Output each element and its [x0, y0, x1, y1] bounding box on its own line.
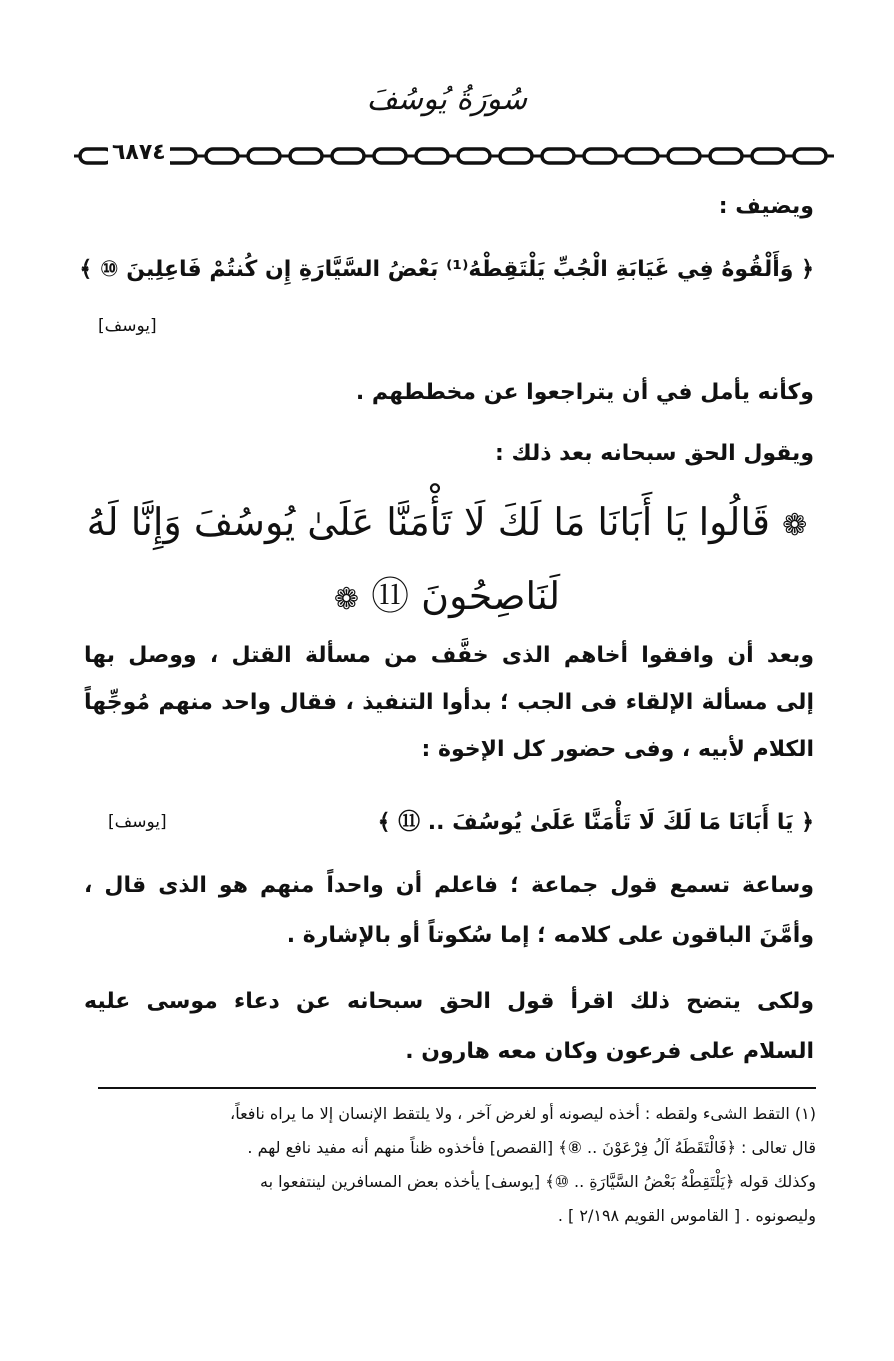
ornamental-border — [74, 146, 834, 166]
verse-open-ornament-icon: ❁ — [782, 508, 808, 543]
main-verse-line-1 — [60, 500, 834, 544]
verse-close-ornament-icon: ❁ — [333, 582, 359, 617]
border-link — [416, 149, 448, 163]
main-verse-text-2: لَنَاصِحُونَ ⑪ — [371, 574, 561, 618]
paragraph-5-line-2: السلام على فرعون وكان معه هارون . — [405, 1039, 814, 1064]
paragraph-1: وكأنه يأمل في أن يتراجعوا عن مخططهم . — [355, 380, 814, 405]
border-link — [626, 149, 658, 163]
footnote-line-1: (١) التقط الشىء ولقطه : أخذه ليصونه أو لغرض آخر ، ولا يلتقط الإنسان إلا ما يراه نافعاً، — [230, 1104, 816, 1123]
verse-yusuf-10: ﴿ وَأَلْقُوهُ فِي غَيَابَةِ الْجُبِّ يَلْتَقِطْهُ⁽¹⁾ بَعْضُ السَّيَّارَةِ إِن كُنتُمْ فَاعِلِينَ ⑩ ﴾ — [79, 257, 814, 282]
footnote-line-3: وكذلك قوله ﴿يَلْتَقِطْهُ بَعْضُ السَّيَّارَةِ .. ⑩﴾ [يوسف] يأخذه بعض المسافرين لينتفعوا به — [259, 1172, 816, 1191]
paragraph-2: ويقول الحق سبحانه بعد ذلك : — [495, 441, 814, 466]
border-link — [668, 149, 700, 163]
border-link — [542, 149, 574, 163]
main-verse-line-2 — [60, 565, 834, 620]
verse-1-reference: [يوسف] — [98, 316, 157, 336]
border-link — [374, 149, 406, 163]
surah-title: سُورَةُ يُوسُفَ — [366, 82, 528, 117]
paragraph-3-line-3: الكلام لأبيه ، وفى حضور كل الإخوة : — [421, 737, 814, 762]
border-link — [458, 149, 490, 163]
page-number: ٦٨٧٤ — [108, 140, 170, 165]
footnote-divider — [98, 1087, 816, 1089]
main-verse-text-1: قَالُوا يَا أَبَانَا مَا لَكَ لَا تَأْمَنَّا عَلَىٰ يُوسُفَ وَإِنَّا لَهُ — [86, 500, 771, 544]
intro-text: ويضيف : — [718, 194, 814, 219]
paragraph-4-line-1: وساعة تسمع قول جماعة ؛ فاعلم أن واحداً منهم هو الذى قال ، — [84, 873, 814, 898]
border-link — [290, 149, 322, 163]
border-link — [248, 149, 280, 163]
paragraph-5-line-1: ولكى يتضح ذلك اقرأ قول الحق سبحانه عن دعاء موسى عليه — [84, 989, 814, 1014]
paragraph-4-line-2: وأمَّنَ الباقون على كلامه ؛ إما سُكوتاً أو بالإشارة . — [286, 923, 814, 948]
footnote-line-4: وليصونوه . [ القاموس القويم ٢/١٩٨ ] . — [557, 1206, 816, 1225]
border-link — [794, 149, 826, 163]
verse-2-reference: [يوسف] — [108, 812, 167, 832]
footnote-line-2: قال تعالى : ﴿فَالْتَقَطَهُ آلُ فِرْعَوْنَ .. ⑧﴾ [القصص] فأخذوه ظناً منهم أنه مفيد نافع لهم . — [247, 1138, 816, 1157]
border-link — [500, 149, 532, 163]
paragraph-3-line-2: إلى مسألة الإلقاء فى الجب ؛ بدأوا التنفيذ ، فقال واحد منهم مُوجِّهاً — [84, 690, 814, 715]
border-link — [206, 149, 238, 163]
verse-yusuf-11: ﴿ يَا أَبَانَا مَا لَكَ لَا تَأْمَنَّا عَلَىٰ يُوسُفَ .. ⑪ ﴾ — [377, 810, 814, 835]
paragraph-3-line-1: وبعد أن وافقوا أخاهم الذى خفَّف من مسألة القتل ، ووصل بها — [84, 643, 814, 668]
border-link — [710, 149, 742, 163]
border-link — [332, 149, 364, 163]
border-link — [584, 149, 616, 163]
border-link — [752, 149, 784, 163]
